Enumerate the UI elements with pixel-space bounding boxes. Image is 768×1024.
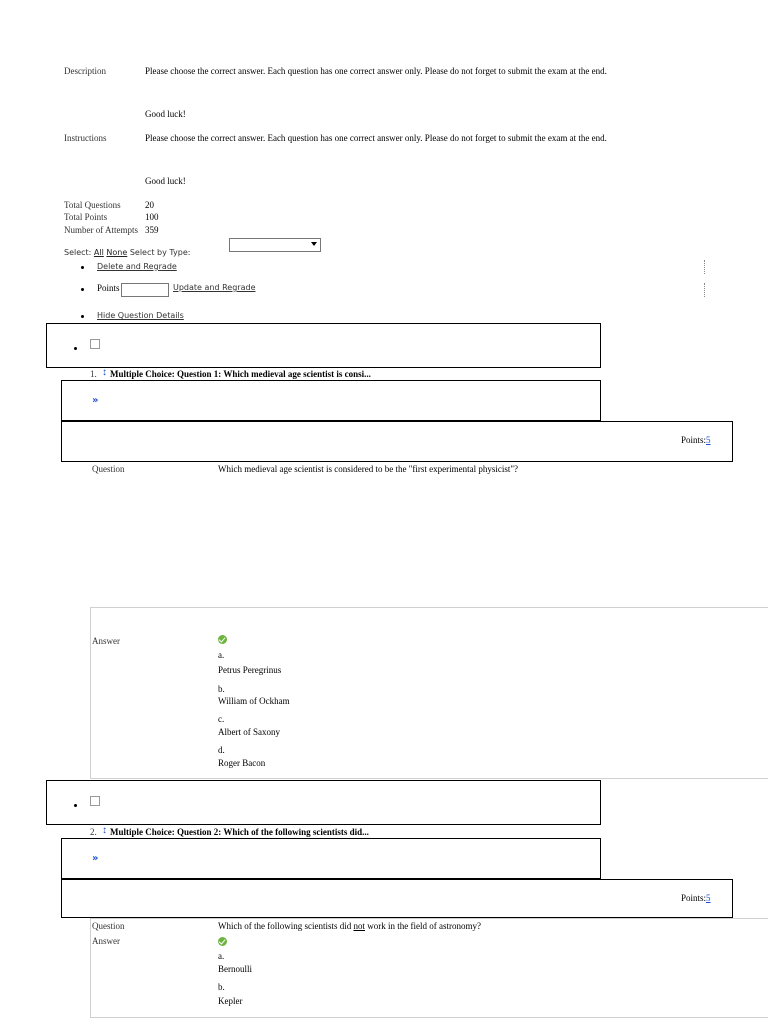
select-label: Select: xyxy=(64,248,92,257)
question-text-part: work in the field of astronomy? xyxy=(365,921,481,931)
choice-letter: d. xyxy=(218,745,225,755)
question-text: Which medieval age scientist is considered to be the "first experimental physicist"? xyxy=(218,464,519,474)
choice-text: Kepler xyxy=(218,996,243,1006)
correct-check-icon xyxy=(218,635,227,644)
choice-letter: b. xyxy=(218,684,225,694)
drag-handle-icon[interactable]: ↕ xyxy=(102,367,107,378)
question-label: Question xyxy=(92,464,125,474)
answer-panel xyxy=(90,918,768,1018)
bullet xyxy=(81,315,84,318)
choice-text: Bernoulli xyxy=(218,964,252,974)
question-header[interactable]: Multiple Choice: Question 1: Which medieval age scientist is consi... xyxy=(110,369,371,379)
points-label: Points: xyxy=(681,435,707,445)
expand-chevron-icon[interactable]: » xyxy=(92,853,99,864)
question-select-box xyxy=(46,323,601,368)
points-value[interactable]: 5 xyxy=(706,893,711,903)
choice-letter: c. xyxy=(218,714,225,724)
stat-label: Total Points xyxy=(64,212,108,222)
choice-letter: a. xyxy=(218,951,225,961)
points-label: Points: xyxy=(681,893,707,903)
select-by-type-dropdown[interactable] xyxy=(229,238,321,252)
choice-letter: a. xyxy=(218,650,225,660)
question-text-part: Which of the following scientists did xyxy=(218,921,354,931)
question-toggle-box xyxy=(61,838,601,879)
stat-label: Total Questions xyxy=(64,200,121,210)
select-none-link[interactable]: None xyxy=(106,248,128,257)
points-box xyxy=(61,421,733,462)
expand-chevron-icon[interactable]: » xyxy=(92,395,99,406)
select-bar xyxy=(64,248,190,257)
hide-question-details-button[interactable]: Hide Question Details xyxy=(97,311,184,320)
question-2-checkbox[interactable] xyxy=(90,796,100,806)
instructions-goodluck: Good luck! xyxy=(145,176,186,186)
points-display xyxy=(681,893,711,903)
chevron-down-icon xyxy=(311,242,317,246)
question-header[interactable]: Multiple Choice: Question 2: Which of the following scientists did... xyxy=(110,827,369,837)
choice-text: Albert of Saxony xyxy=(218,727,280,737)
answer-label: Answer xyxy=(92,936,120,946)
points-display xyxy=(681,435,711,445)
instructions-text: Please choose the correct answer. Each question has one correct answer only. Please do not forget to submit the exam at the end. xyxy=(145,133,607,143)
correct-check-icon xyxy=(218,937,227,946)
question-toggle-box xyxy=(61,380,601,421)
drag-handle-icon[interactable]: ↕ xyxy=(102,825,107,836)
instructions-label: Instructions xyxy=(64,133,107,143)
answer-label: Answer xyxy=(92,636,120,646)
points-value[interactable]: 5 xyxy=(706,435,711,445)
question-number: 1. xyxy=(90,369,97,379)
select-by-type-label: Select by Type: xyxy=(129,248,191,257)
question-number: 2. xyxy=(90,827,97,837)
question-text xyxy=(218,921,481,931)
bullet xyxy=(81,288,84,291)
stat-label: Number of Attempts xyxy=(64,225,138,235)
question-label: Question xyxy=(92,921,125,931)
description-label: Description xyxy=(64,66,106,76)
description-goodluck: Good luck! xyxy=(145,109,186,119)
stat-value: 20 xyxy=(145,200,154,210)
choice-letter: b. xyxy=(218,982,225,992)
bullet xyxy=(74,347,77,350)
question-select-box xyxy=(46,780,601,825)
stat-value: 359 xyxy=(145,225,159,235)
points-label: Points xyxy=(97,283,120,293)
select-all-link[interactable]: All xyxy=(93,248,104,257)
question-text-emphasis: not xyxy=(353,921,365,931)
description-text: Please choose the correct answer. Each question has one correct answer only. Please do not forget to submit the exam at the end. xyxy=(145,66,607,76)
delete-regrade-button[interactable]: Delete and Regrade xyxy=(97,262,177,271)
choice-text: Petrus Peregrinus xyxy=(218,665,282,675)
update-regrade-button[interactable]: Update and Regrade xyxy=(173,283,256,292)
stat-value: 100 xyxy=(145,212,159,222)
bullet xyxy=(81,266,84,269)
bullet xyxy=(74,804,77,807)
divider xyxy=(704,260,706,274)
choice-text: William of Ockham xyxy=(218,696,290,706)
points-box xyxy=(61,879,733,918)
question-1-checkbox[interactable] xyxy=(90,339,100,349)
answer-panel xyxy=(90,607,768,779)
choice-text: Roger Bacon xyxy=(218,758,266,768)
points-input[interactable] xyxy=(121,283,169,297)
divider xyxy=(704,283,706,297)
